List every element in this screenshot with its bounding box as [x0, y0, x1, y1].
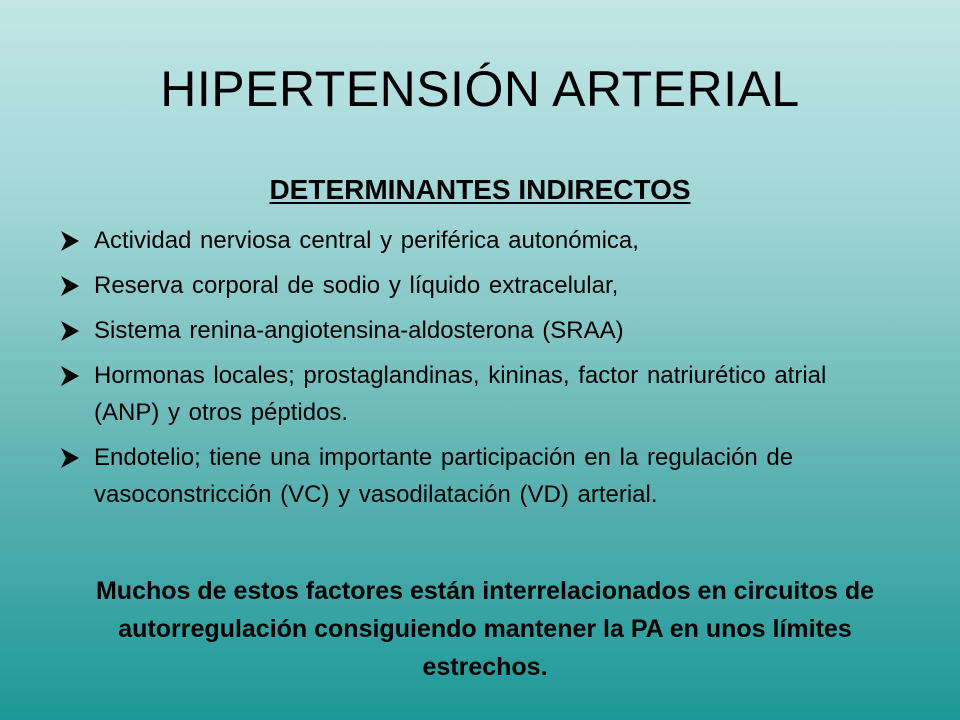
arrowhead-bullet-icon	[58, 364, 82, 388]
bullet-item	[58, 267, 858, 304]
bullet-item	[58, 439, 858, 513]
bullet-text: Sistema renina-angiotensina-aldosterona (SRAA)	[94, 317, 624, 344]
slide-subtitle: DETERMINANTES INDIRECTOS	[269, 174, 691, 205]
bullet-item	[58, 312, 858, 349]
bullet-item	[58, 222, 858, 259]
arrowhead-bullet-icon	[58, 274, 82, 298]
summary-text: Muchos de estos factores están interrelacionados en circuitos de autorregulación consiguiendo mantener la PA en unos límites estrechos.	[95, 577, 874, 681]
bullet-text: Reserva corporal de sodio y líquido extracelular,	[94, 272, 619, 299]
slide-title: HIPERTENSIÓN ARTERIAL	[160, 61, 800, 117]
bullet-list	[58, 222, 858, 521]
bullet-text: Hormonas locales; prostaglandinas, kininas, factor natriurético atrial (ANP) y otros péptidos.	[94, 362, 827, 426]
arrowhead-bullet-icon	[58, 319, 82, 343]
bullet-text: Endotelio; tiene una importante participación en la regulación de vasoconstricción (VC) y vasodilatación (VD) arterial.	[94, 444, 794, 508]
bullet-text: Actividad nerviosa central y periférica autonómica,	[94, 227, 639, 254]
arrowhead-bullet-icon	[58, 229, 82, 253]
arrowhead-bullet-icon	[58, 446, 82, 470]
bullet-item	[58, 357, 858, 431]
